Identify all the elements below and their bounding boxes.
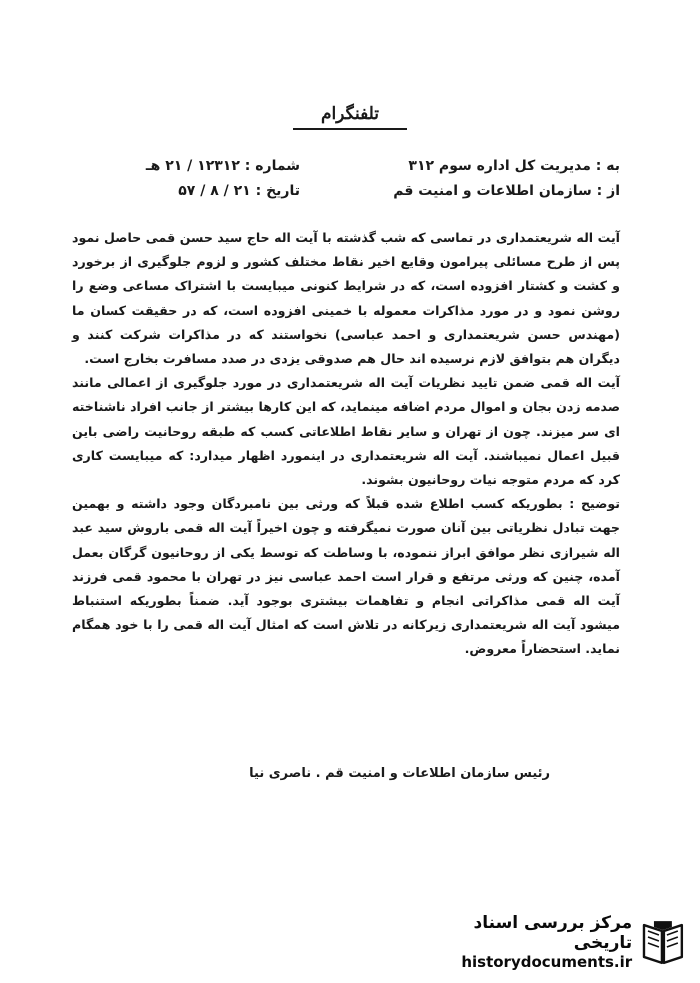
book-logo-icon bbox=[640, 917, 686, 967]
paragraph-2: آیت اله قمی ضمن تایید نظریات آیت اله شریعتمداری در مورد جلوگیری از اعمالی مانند صدمه زدن بجان و اموال مردم اضافه مینماید، که این کارها بیشتر از جانب افراد ناشناخته ای سر میزند. چون از تهران و سایر نقاط اطلاعاتی کسب که طبقه روحانیت راضی باین قبیل اعمال نمیباشند. آیت اله شریعتمداری در اینمورد اظهار میدارد: که میبایست کاری کرد که مردم متوجه نیات روحانیون بشوند. bbox=[72, 375, 620, 488]
watermark-url: historydocuments.ir bbox=[461, 953, 633, 971]
watermark bbox=[410, 913, 686, 971]
title-wrap bbox=[0, 104, 700, 130]
sender-line: از : سازمان اطلاعات و امنیت قم bbox=[393, 183, 620, 199]
document-title: تلفنگرام bbox=[293, 104, 407, 130]
watermark-text bbox=[410, 913, 632, 971]
document-body bbox=[72, 226, 620, 662]
document-number: شماره : ۱۲۳۱۲ / ۲۱ هـ bbox=[145, 158, 300, 174]
document-date: تاریخ : ۲۱ / ۸ / ۵۷ bbox=[178, 183, 300, 199]
paragraph-explanation: توضیح : بطوریکه کسب اطلاع شده قبلاً که ورثی بین نامبردگان وجود داشته و بهمین جهت تبادل نظریاتی بین آنان صورت نمیگرفته و چون اخیراً آیت اله قمی باروش سید عبد اله شیرازی نظر موافق ابراز ننموده، با وساطت که توسط یکی از روحانیون گرگان بعمل آمده، چنین که ورثی مرتفع و قرار است احمد عباسی نیز در تهران با محمود قمی فرزند آیت اله قمی مذاکراتی انجام و تفاهمات بیشتری بوجود آید. ضمناً بطوریکه استنباط میشود آیت اله شریعتمداری زیرکانه در تلاش است که امثال آیت اله قمی را با خود همگام نماید. استحضاراً معروض. bbox=[72, 496, 620, 657]
watermark-persian: مرکز بررسی اسناد تاریخی bbox=[473, 913, 633, 953]
recipient-line: به : مدیریت کل اداره سوم ۳۱۲ bbox=[408, 158, 620, 174]
paragraph-1: آیت اله شریعتمداری در تماسی که شب گذشته با آیت اله حاج سید حسن قمی حاصل نمود پس از طرح مسائلی پیرامون وقایع اخیر نقاط مختلف کشور و لزوم جلوگیری از برخورد و کشت و کشتار افزوده است، که در شرایط کنونی میبایست با اشتراک مساعی وضع را روشن نمود و در مورد مذاکرات معموله با خمینی افزوده است، که در حقیقت کسان ما (مهندس حسن شریعتمداری و احمد عباسی) نخواستند که در مذاکرات شرکت کنند و دیگران هم بتوافق لازم نرسیده اند حال هم صدوقی یزدی در صدد مسافرت بخارج است. bbox=[72, 230, 620, 367]
signature-line: رئیس سازمان اطلاعات و امنیت قم . ناصری نیا bbox=[249, 766, 550, 781]
